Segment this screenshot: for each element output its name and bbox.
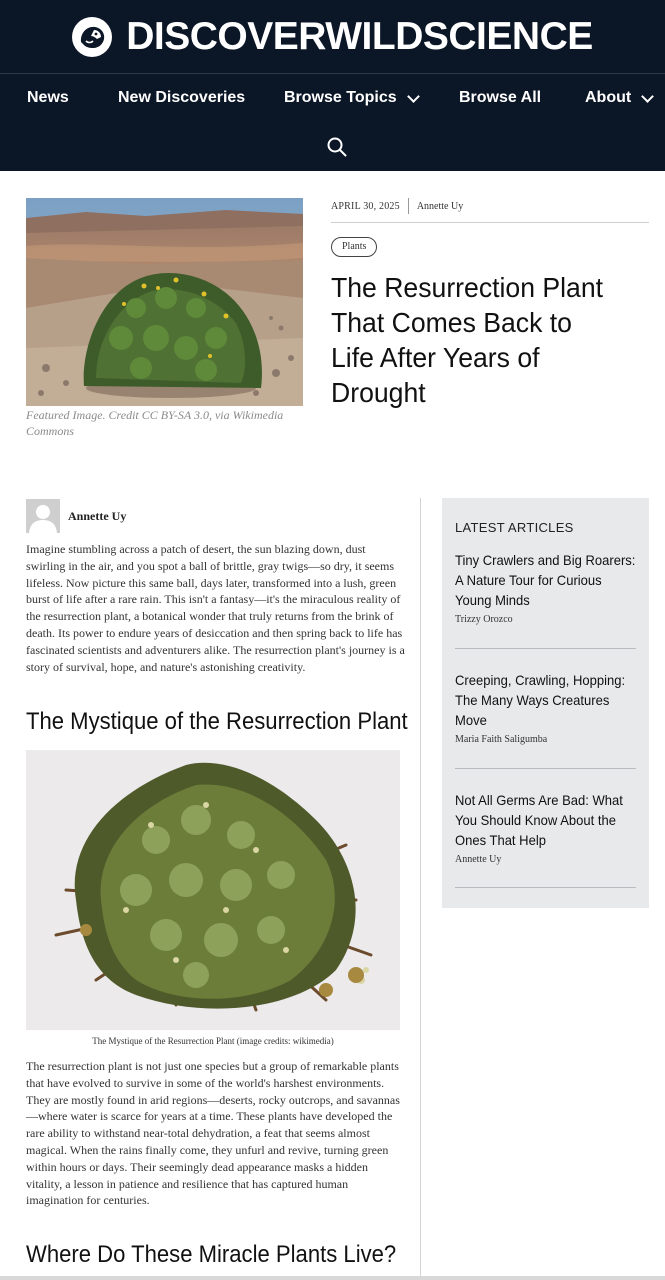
body-paragraph: The resurrection plant is not just one species but a group of remarkable plants that have evolved to survive in some of the world's harshest environments. They are mostly found in arid regions—deserts, rocky outcrops, and savannas—where water is scarce for years at a time. These plants have developed the rare ability to withstand near-total dehydration, a feat that seems almost magical. When the rains finally come, they unfurl and revive, turning green within hours or days. Their seemingly dead appearance masks a hidden vitality, a lesson in patience and resilience that has captured human imagination for centuries.	[26, 1059, 400, 1208]
site-header	[0, 0, 665, 171]
category-tag[interactable]: Plants	[331, 237, 377, 257]
latest-article-author: Maria Faith Saligumba	[455, 734, 548, 745]
chevron-down-icon	[641, 90, 654, 103]
nav-browse-topics[interactable]	[284, 86, 418, 110]
latest-article-title[interactable]: Creeping, Crawling, Hopping: The Many Ways Creatures Move	[455, 672, 626, 728]
nav-new-discoveries[interactable]	[118, 86, 245, 110]
section-heading: Where Do These Miracle Plants Live?	[26, 1241, 397, 1268]
sidebar-divider	[455, 648, 636, 649]
brand[interactable]	[0, 12, 665, 62]
nav-news[interactable]	[27, 86, 69, 110]
search-icon[interactable]	[326, 136, 348, 158]
featured-image	[26, 198, 303, 406]
featured-image-caption: Featured Image. Credit CC BY-SA 3.0, via Wikimedia Commons	[26, 408, 284, 438]
column-divider	[420, 498, 421, 1280]
article-meta	[331, 198, 463, 214]
section-heading: The Mystique of the Resurrection Plant	[26, 708, 408, 735]
main-nav	[0, 86, 665, 112]
page-bottom-edge	[0, 1276, 665, 1280]
author-name-link[interactable]: Annette Uy	[68, 508, 127, 523]
sidebar-divider	[455, 887, 636, 888]
latest-article-author: Trizzy Orozco	[455, 614, 513, 625]
nav-label: Browse Topics	[284, 89, 397, 106]
author-byline	[26, 498, 126, 534]
lion-logo-icon	[72, 17, 112, 57]
latest-article-item[interactable]	[455, 670, 636, 745]
header-divider	[0, 73, 665, 74]
figure-caption: The Mystique of the Resurrection Plant (image credits: wikimedia)	[92, 1036, 334, 1046]
latest-article-title[interactable]: Tiny Crawlers and Big Roarers: A Nature Tour for Curious Young Minds	[455, 552, 636, 608]
nav-label: New Discoveries	[118, 89, 246, 106]
meta-author-link[interactable]: Annette Uy	[416, 200, 464, 212]
latest-article-item[interactable]	[455, 550, 636, 625]
sidebar-heading: LATEST ARTICLES	[455, 520, 574, 535]
article-title: The Resurrection Plant That Comes Back to Life After Years of Drought	[331, 272, 604, 408]
chevron-down-icon	[407, 90, 420, 103]
nav-label: News	[27, 89, 69, 106]
intro-paragraph: Imagine stumbling across a patch of desert, the sun blazing down, dust swirling in the air, and you spot a ball of brittle, gray twigs—so dry, it seems lifeless. Now picture this same ball, days later, transformed into a lush, green burst of life after a rare rain. This isn't a fantasy—it's the miraculous reality of the resurrection plant, a botanical wonder that truly returns from the brink of death. Its power to endure years of desiccation and then spring back to life has fascinated scientists and adventurers alike. The resurrection plant's journey is a story of survival, hope, and nature's astonishing creativity.	[26, 542, 405, 674]
meta-separator	[408, 198, 409, 214]
sidebar-divider	[455, 768, 636, 769]
nav-label: Browse All	[459, 89, 542, 106]
user-avatar-icon	[26, 499, 60, 533]
brand-name: DISCOVERWILDSCIENCE	[126, 15, 593, 58]
latest-article-author: Annette Uy	[455, 854, 502, 865]
nav-label: About	[585, 89, 632, 106]
nav-browse-all[interactable]	[459, 86, 541, 110]
latest-article-title[interactable]: Not All Germs Are Bad: What You Should Know About the Ones That Help	[455, 792, 623, 848]
resurrection-plant-image	[26, 750, 400, 1030]
latest-articles-sidebar	[442, 498, 649, 908]
meta-divider	[331, 222, 649, 223]
latest-article-item[interactable]	[455, 790, 636, 865]
publish-date: APRIL 30, 2025	[331, 200, 400, 212]
nav-about[interactable]	[585, 86, 652, 110]
